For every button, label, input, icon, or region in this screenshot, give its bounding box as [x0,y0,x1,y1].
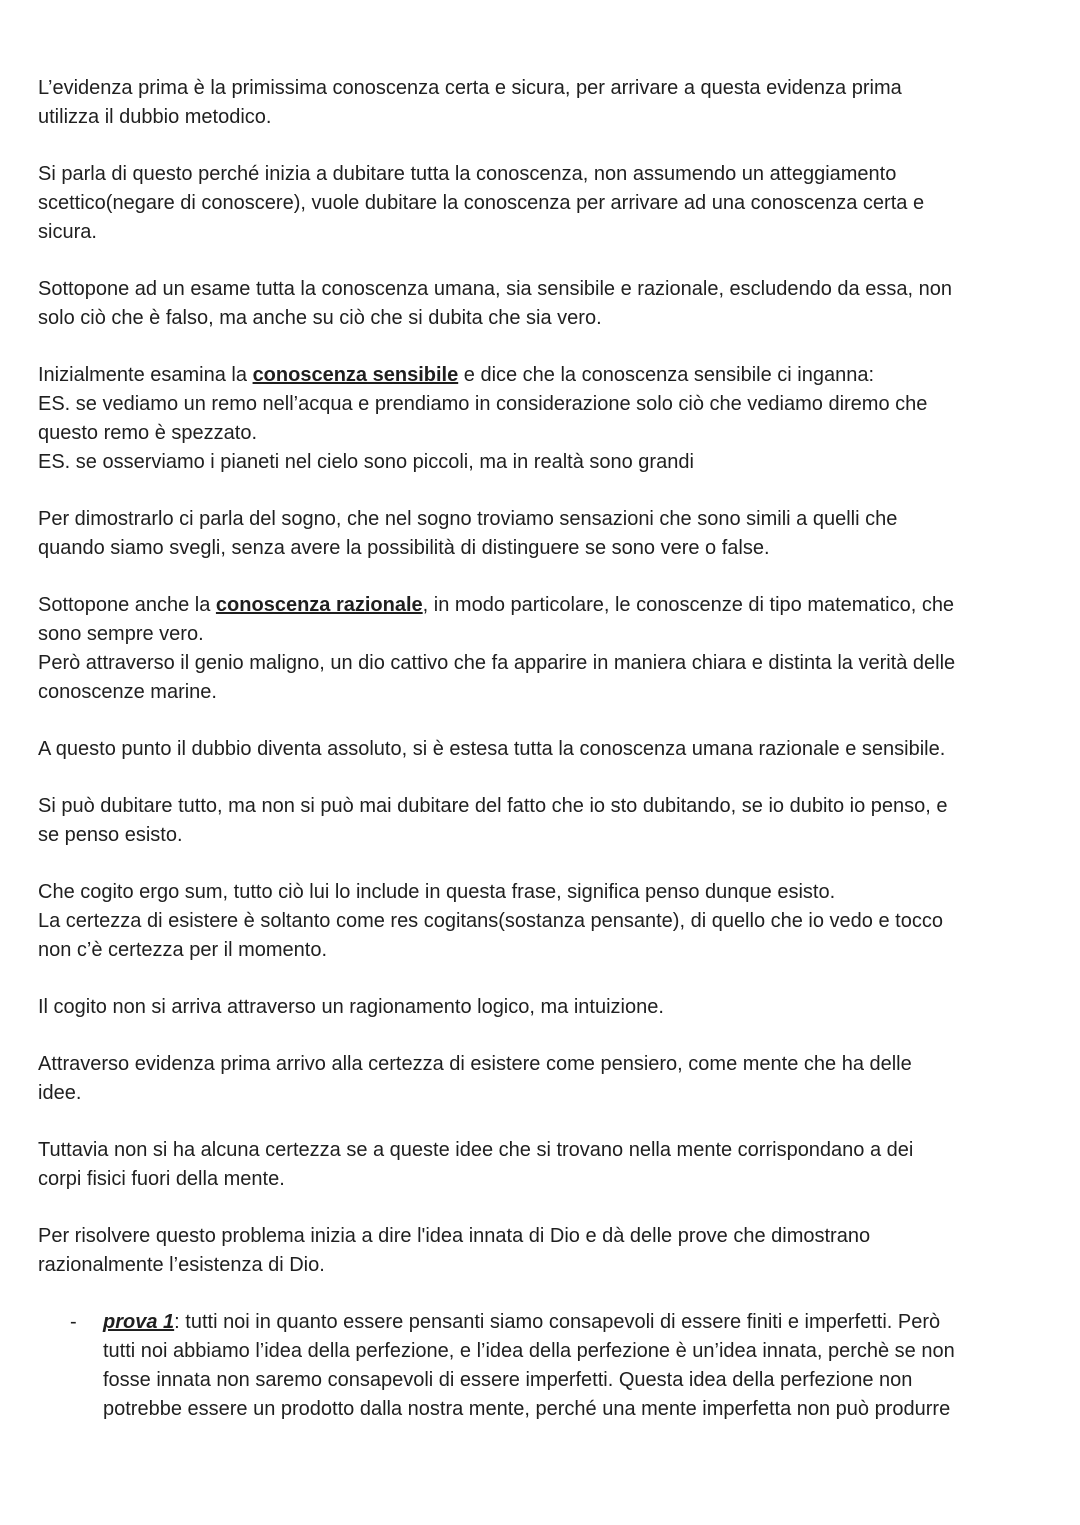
paragraph-conoscenza-razionale [38,591,1048,707]
text-line: Per dimostrarlo ci parla del sogno, che nel sogno troviamo sensazioni che sono simili a quelli che [38,508,898,530]
document-page [38,74,1048,1424]
prova-label: prova 1 [103,1311,175,1333]
paragraph-sogno [38,505,1048,563]
text-fragment: e dice che la conoscenza sensibile ci inganna: [458,364,875,386]
text-line: conoscenze marine. [38,681,217,703]
text-line: Si parla di questo perché inizia a dubitare tutta la conoscenza, non assumendo un atteggiamento [38,163,897,185]
text-line: se penso esisto. [38,824,183,846]
text-line: utilizza il dubbio metodico. [38,106,272,128]
text-line: La certezza di esistere è soltanto come res cogitans(sostanza pensante), di quello che io vedo e tocco [38,910,943,932]
text-line [103,1308,1048,1337]
text-fragment: : tutti noi in quanto essere pensanti siamo consapevoli di essere finiti e imperfetti. Però [174,1311,941,1333]
paragraph-idea-innata [38,1222,1048,1280]
text-line [38,591,1048,620]
text-line: Il cogito non si arriva attraverso un ragionamento logico, ma intuizione. [38,996,664,1018]
text-line: sono sempre vero. [38,623,204,645]
text-line: Però attraverso il genio maligno, un dio cattivo che fa apparire in maniera chiara e distinta la verità delle [38,652,956,674]
text-line: L’evidenza prima è la primissima conoscenza certa e sicura, per arrivare a questa evidenza prima [38,77,902,99]
paragraph-certezza-pensiero [38,1050,1048,1108]
text-fragment: , in modo particolare, le conoscenze di tipo matematico, che [422,594,955,616]
paragraph-evidenza-prima [38,74,1048,132]
text-line: solo ciò che è falso, ma anche su ciò che si dubita che sia vero. [38,307,602,329]
paragraph-dubbio-assoluto [38,735,1048,764]
text-line: Sottopone ad un esame tutta la conoscenza umana, sia sensibile e razionale, escludendo da essa, non [38,278,952,300]
text-line: ES. se osserviamo i pianeti nel cielo sono piccoli, ma in realtà sono grandi [38,451,694,473]
text-line: Si può dubitare tutto, ma non si può mai dubitare del fatto che io sto dubitando, se io dubito io penso, e [38,795,948,817]
text-line: non c’è certezza per il momento. [38,939,328,961]
text-line: questo remo è spezzato. [38,422,258,444]
text-line [38,361,1048,390]
text-line: razionalmente l’esistenza di Dio. [38,1254,325,1276]
paragraph-esame [38,275,1048,333]
text-line: Attraverso evidenza prima arrivo alla certezza di esistere come pensiero, come mente che ha delle [38,1053,912,1075]
text-line: idee. [38,1082,82,1104]
text-line: fosse innata non saremo consapevoli di essere imperfetti. Questa idea della perfezione non [103,1369,913,1391]
text-line: potrebbe essere un prodotto dalla nostra mente, perché una mente imperfetta non può produrre [103,1398,951,1420]
text-line: A questo punto il dubbio diventa assoluto, si è estesa tutta la conoscenza umana razionale e sensibile. [38,738,946,760]
paragraph-conoscenza-sensibile [38,361,1048,477]
text-line: sicura. [38,221,97,243]
paragraph-cogito [38,878,1048,965]
text-fragment: Inizialmente esamina la [38,364,253,386]
term-conoscenza-sensibile: conoscenza sensibile [252,364,459,386]
text-line: ES. se vediamo un remo nell’acqua e prendiamo in considerazione solo ciò che vediamo diremo che [38,393,928,415]
text-line: scettico(negare di conoscere), vuole dubitare la conoscenza per arrivare ad una conoscenza certa e [38,192,925,214]
text-line: quando siamo svegli, senza avere la possibilità di distinguere se sono vere o false. [38,537,770,559]
text-fragment: Sottopone anche la [38,594,216,616]
text-line: Per risolvere questo problema inizia a dire l'idea innata di Dio e dà delle prove che dimostrano [38,1225,871,1247]
text-line: Che cogito ergo sum, tutto ciò lui lo include in questa frase, significa penso dunque esisto. [38,881,836,903]
text-line: tutti noi abbiamo l’idea della perfezione, e l’idea della perfezione è un’idea innata, perchè se non [103,1340,955,1362]
text-line: corpi fisici fuori della mente. [38,1168,285,1190]
paragraph-dubito-penso [38,792,1048,850]
term-conoscenza-razionale: conoscenza razionale [215,594,423,616]
list-item-prova-1 [38,1308,1048,1424]
dash-bullet-icon: - [70,1311,77,1333]
text-line: Tuttavia non si ha alcuna certezza se a queste idee che si trovano nella mente corrispondano a dei [38,1139,914,1161]
paragraph-dubbio [38,160,1048,247]
paragraph-intuizione [38,993,1048,1022]
paragraph-corpi-fisici [38,1136,1048,1194]
